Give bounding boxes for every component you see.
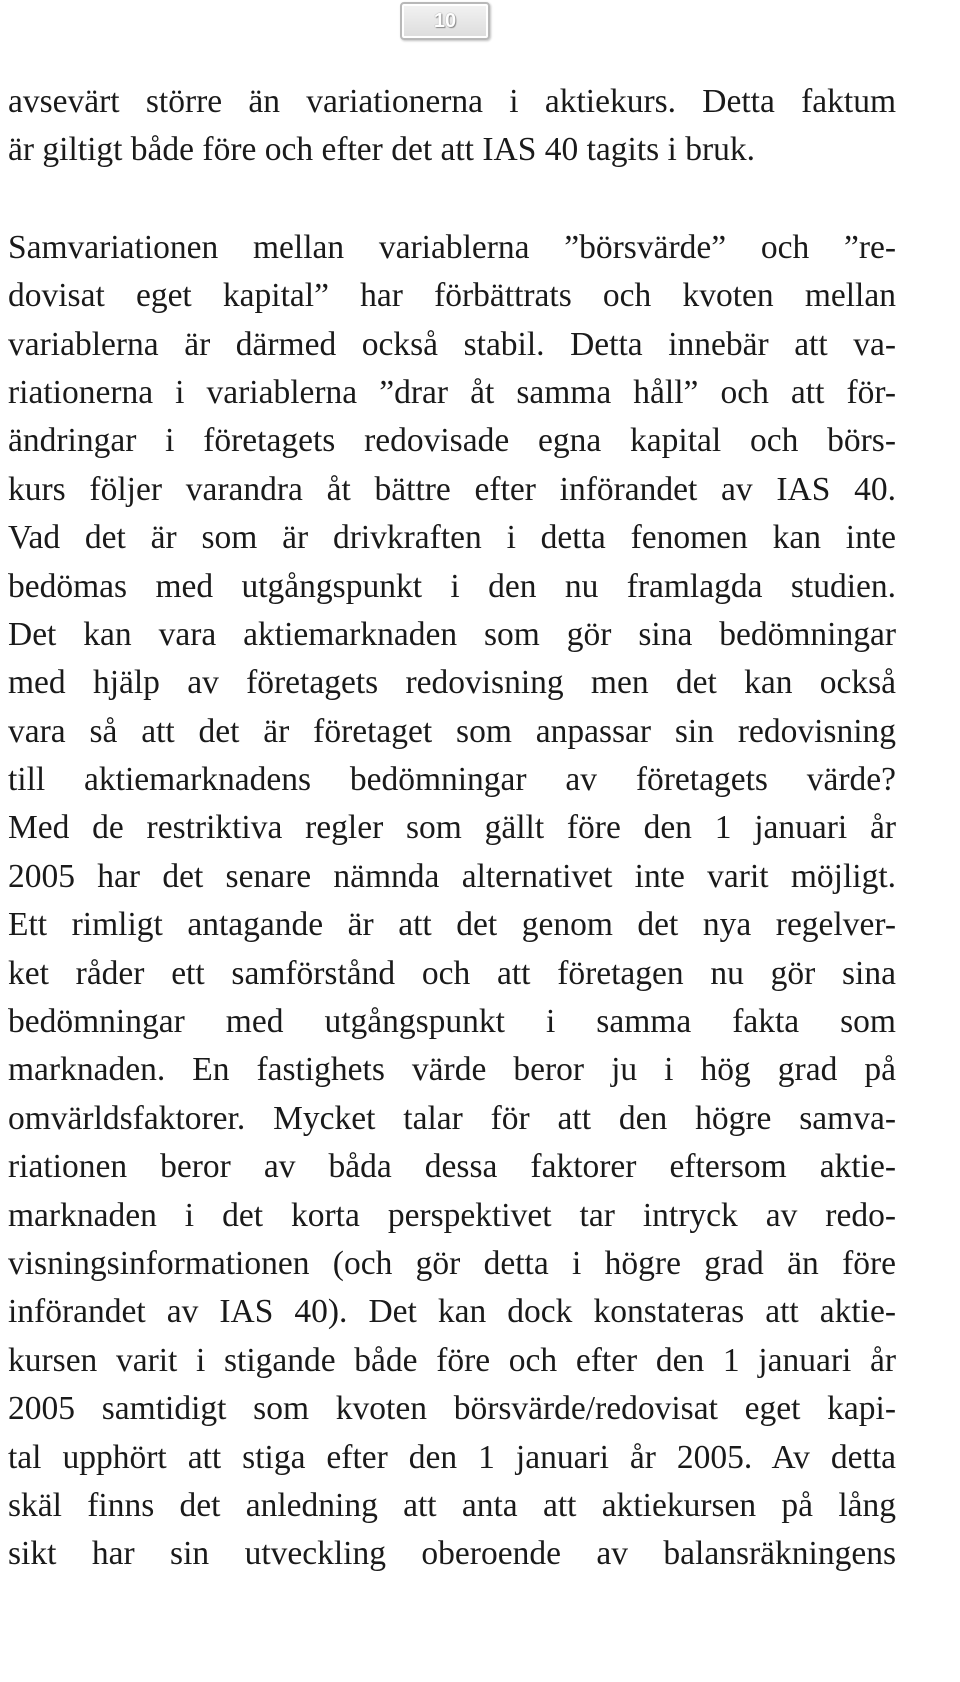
text-line: ket råder ett samförstånd och att företagen nu gör sina <box>8 954 896 992</box>
text-line: är giltigt både före och efter det att IAS 40 tagits i bruk. <box>8 131 756 169</box>
text-line: till aktiemarknadens bedömningar av företagets värde? <box>8 761 896 799</box>
text-line: Med de restriktiva regler som gällt före den 1 januari år <box>8 809 896 847</box>
text-line: Vad det är som är drivkraften i detta fenomen kan inte <box>8 519 896 557</box>
text-line: dovisat eget kapital” har förbättrats och kvoten mellan <box>8 277 896 315</box>
text-line: Det kan vara aktiemarknaden som gör sina bedömningar <box>8 615 896 653</box>
paragraph-gap <box>8 175 896 224</box>
text-line: avsevärt större än variationerna i aktiekurs. Detta faktum <box>8 83 896 120</box>
text-line: omvärldsfaktorer. Mycket talar för att den högre samva- <box>8 1099 896 1137</box>
paragraph-1 <box>8 78 896 175</box>
text-line: Ett rimligt antagande är att det genom det nya regelver- <box>8 906 896 944</box>
text-line: variablerna är därmed också stabil. Detta innebär att va- <box>8 325 896 363</box>
text-line: riationen beror av båda dessa faktorer eftersom aktie- <box>8 1148 896 1186</box>
text-line: sikt har sin utveckling oberoende av balansräkningens <box>8 1535 896 1573</box>
text-line: kursen varit i stigande både före och efter den 1 januari år <box>8 1341 896 1379</box>
text-line: införandet av IAS 40). Det kan dock konstateras att aktie- <box>8 1293 896 1331</box>
text-line: skäl finns det anledning att anta att aktiekursen på lång <box>8 1486 896 1524</box>
page-number-badge <box>400 2 490 40</box>
page-number: 10 <box>433 9 457 32</box>
text-line: vara så att det är företaget som anpassar sin redovisning <box>8 712 896 750</box>
text-line: bedömas med utgångspunkt i den nu framlagda studien. <box>8 567 896 605</box>
text-line: ändringar i företagets redovisade egna kapital och börs- <box>8 422 896 460</box>
text-line: 2005 har det senare nämnda alternativet inte varit möjligt. <box>8 857 896 895</box>
text-line: bedömningar med utgångspunkt i samma fakta som <box>8 1003 896 1041</box>
text-line: marknaden. En fastighets värde beror ju i hög grad på <box>8 1051 896 1089</box>
text-line: Samvariationen mellan variablerna ”börsvärde” och ”re- <box>8 228 896 266</box>
document-body <box>8 78 896 1579</box>
text-line: marknaden i det korta perspektivet tar intryck av redo- <box>8 1196 896 1234</box>
text-line: tal upphört att stiga efter den 1 januari år 2005. Av detta <box>8 1438 896 1476</box>
text-line: 2005 samtidigt som kvoten börsvärde/redovisat eget kapi- <box>8 1390 896 1428</box>
text-line: riationerna i variablerna ”drar åt samma håll” och att för- <box>8 373 896 411</box>
paragraph-2 <box>8 224 896 1579</box>
text-line: med hjälp av företagets redovisning men det kan också <box>8 664 896 702</box>
text-line: kurs följer varandra åt bättre efter införandet av IAS 40. <box>8 470 896 508</box>
text-line: visningsinformationen (och gör detta i högre grad än före <box>8 1244 896 1282</box>
